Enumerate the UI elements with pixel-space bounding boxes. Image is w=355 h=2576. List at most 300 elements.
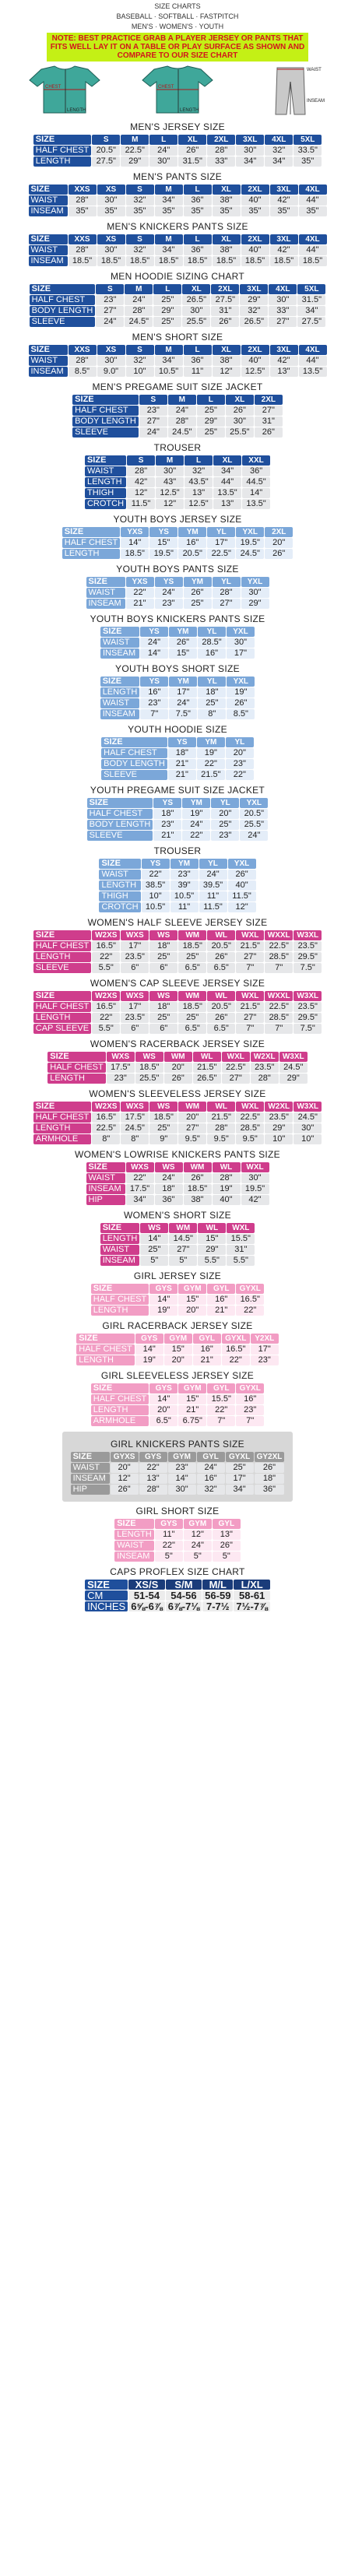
measurement-label: WAIST [100,638,139,648]
measurement-value: 35" [126,206,154,216]
measurement-value: 24" [139,427,167,438]
measurement-value: 26" [164,1074,192,1084]
measurement-value: 43.5" [185,477,213,487]
table-header-row [29,185,327,195]
size-column-header: WXS [107,1052,135,1062]
measurement-label: LENGTH [114,1530,154,1540]
measurement-label: WAIST [71,1463,110,1473]
measurement-value: 30" [293,1123,322,1133]
measurement-value: 26.5" [240,317,268,327]
size-column-header: WS [155,1162,183,1172]
section-men-s-pants-size [0,172,355,217]
measurement-value: 25" [211,820,239,830]
measurement-value: 27" [139,416,167,427]
measurement-value: 11.5" [199,902,227,912]
size-table [33,990,322,1035]
measurement-value: 16.5" [92,1002,120,1012]
measurement-value: 31.5" [297,295,325,305]
measurement-value: 26" [226,406,254,416]
measurement-value: 28" [139,1485,167,1495]
size-table [29,283,327,328]
table-header-row [29,234,327,244]
measurement-label: THIGH [99,891,140,901]
measurement-value: 25" [184,599,212,609]
measurement-label: HALF CHEST [91,1295,149,1305]
table-row [33,146,322,156]
measurement-value: 24.5" [125,317,153,327]
size-column-header: YXL [240,798,268,808]
size-table [100,626,255,659]
measurement-value: 29.5" [293,952,322,962]
table-row [101,748,254,758]
size-column-header: YL [213,577,241,587]
measurement-value: 32" [197,1485,225,1495]
size-column-header: WL [198,1223,226,1233]
measurement-value: 18.5" [135,1063,163,1073]
table-header-row [47,1052,307,1062]
table-row [33,941,322,951]
table-row [100,1256,255,1266]
measurement-value: 22" [182,831,210,841]
measurement-value: 22" [92,952,120,962]
measurement-value: 15.5" [207,1394,235,1404]
table-row [33,963,322,973]
measurement-value: 8" [198,709,226,719]
size-table [84,1579,271,1612]
measurement-value: 25" [140,1245,168,1255]
measurement-value: 13.5" [299,367,327,377]
measurement-value: 20" [178,1112,206,1123]
size-table [28,234,328,267]
measurement-label: WAIST [100,698,140,708]
size-table [98,858,256,913]
section-women-s-cap-sleeve-jersey-size [0,979,355,1035]
measurement-value: 15" [178,1394,206,1404]
measurement-value: 43" [156,477,184,487]
measurement-value: 21.5" [197,770,225,780]
measurement-value: 5.5" [198,1256,226,1266]
measurement-value: 28" [207,1123,235,1133]
size-table [33,930,322,974]
size-column-header: WXXL [265,991,293,1001]
measurement-value: 27" [236,1013,264,1023]
size-column-header: 2XL [241,234,269,244]
size-column-header: GYL [193,1334,221,1344]
measurement-value: 33" [207,156,235,167]
measurement-value: 33.5" [293,146,322,156]
measurement-value: 26" [178,146,206,156]
size-table [28,184,328,217]
size-label: SIZE [62,527,120,537]
measurement-value: 12.5" [156,488,184,498]
size-label: SIZE [30,284,96,294]
size-column-header: WXL [236,1102,264,1112]
measurement-value: 6.5" [149,1416,178,1426]
measurement-value: 21" [207,1306,235,1316]
measurement-value: 51-54 [128,1590,164,1601]
measurement-value: 42" [127,477,155,487]
measurement-value: 20" [164,1063,192,1073]
measurement-label: WAIST [99,870,140,880]
table-row [86,588,269,598]
gray-panel [62,1432,293,1502]
measurement-label: INSEAM [114,1552,154,1562]
measurement-value: 10" [293,1134,322,1144]
section-youth-boys-short-size [0,664,355,720]
size-table [90,1283,265,1316]
section-title: YOUTH PREGAME SUIT SIZE JACKET [90,785,265,796]
measurement-value: 25" [226,1463,254,1473]
measurement-value: 17" [121,941,149,951]
measurement-value: 29" [279,1074,308,1084]
measurement-value: 30" [226,416,254,427]
measurement-value: 34" [155,356,183,366]
size-label: SIZE [71,1452,110,1462]
table-header-row [91,1383,264,1393]
size-column-header: XXS [69,234,97,244]
measurement-value: 22" [126,1173,154,1183]
size-column-header: YXL [236,527,264,537]
measurement-value: 12" [228,902,256,912]
measurement-value: 28" [207,146,235,156]
size-column-header: WXL [241,1162,269,1172]
measurement-value: 13.5" [242,499,270,509]
measurement-value: 35" [155,206,183,216]
table-row [100,638,255,648]
measurement-value: 24" [155,588,183,598]
measurement-value: 11.5" [228,891,256,901]
measurement-value: 28" [125,306,153,316]
section-title: MEN HOODIE SIZING CHART [110,271,245,282]
measurement-value: 20" [111,1463,139,1473]
size-column-header: GYS [135,1334,163,1344]
size-column-header: WXS [121,1102,149,1112]
section-title: WOMEN'S HALF SLEEVE JERSEY SIZE [87,917,268,928]
measurement-value: 12" [127,488,155,498]
size-column-header: GYL [197,1452,225,1462]
measurement-value: 28.5" [265,952,293,962]
measurement-value: 20" [265,538,293,548]
measurement-value: 39" [170,880,199,891]
measurement-value: 18.5" [178,941,206,951]
measurement-value: 7" [236,1024,264,1034]
section-title: MEN'S PANTS SIZE [132,171,223,182]
measurement-value: 8.5" [227,709,255,719]
size-column-header: XL [213,185,241,195]
size-table [33,134,322,167]
measurement-label: LENGTH [62,549,120,559]
size-column-header: YXL [227,627,255,637]
size-column-header: GYS [149,1383,178,1393]
measurement-value: 27.5" [297,317,325,327]
measurement-value: 27" [169,1245,197,1255]
measurement-label: SLEEVE [33,963,91,973]
table-row [76,1344,278,1355]
measurement-value: 35" [293,156,322,167]
measurement-label: HALF CHEST [72,406,139,416]
header-line-1: SIZE CHARTS [154,2,201,10]
measurement-value: 7" [207,1416,235,1426]
measurement-label: INSEAM [29,256,68,266]
size-column-header: YM [169,627,197,637]
table-row [91,1394,264,1404]
measurement-value: 5" [155,1552,183,1562]
table-row [71,1463,285,1473]
measurement-value: 16" [236,1394,264,1404]
size-column-header: XXS [69,185,97,195]
measurement-value: 44" [299,195,327,206]
size-column-header: GYM [164,1334,192,1344]
measurement-value: 6.5" [207,963,235,973]
size-label: SIZE [29,234,68,244]
section-trouser [0,443,355,510]
size-column-header: WS [135,1052,163,1062]
table-row [101,770,254,780]
section-caps-proflex-size-chart [0,1567,355,1612]
measurement-value: 19.5" [149,549,178,559]
size-column-header: WXL [222,1052,250,1062]
measurement-value: 10.5" [155,367,183,377]
measurement-value: 9.0" [97,367,125,377]
measurement-value: 11.5" [127,499,155,509]
section-youth-boys-knickers-pants-size [0,614,355,659]
size-column-header: 4XL [299,185,327,195]
measurement-label: HALF CHEST [87,809,153,819]
measurement-label: HALF CHEST [62,538,120,548]
measurement-value: 6⅞-7⅛ [166,1601,202,1611]
measurement-value: 18.5" [126,256,154,266]
size-column-header: YXS [126,577,154,587]
measurement-value: 18.5" [121,549,149,559]
size-column-header: YS [140,677,168,687]
table-row [33,1013,322,1023]
measurement-value: 17" [169,687,197,698]
measurement-value: 21" [178,1405,206,1415]
section-youth-pregame-suit-size-jacket [0,785,355,842]
table-header-row [86,577,269,587]
measurement-value: 20" [226,748,254,758]
measurement-value: 23" [170,870,199,880]
measurement-value: 26" [255,427,283,438]
measurement-value: 29" [198,1245,226,1255]
table-row [86,1184,269,1194]
section-title: YOUTH BOYS KNICKERS PANTS SIZE [90,613,265,624]
size-label: SIZE [33,1102,91,1112]
measurement-value: 22" [236,1306,264,1316]
measurement-value: 6" [149,1024,178,1034]
measurement-value: 16.5" [92,1112,120,1123]
measurement-value: 34" [226,1485,254,1495]
measurement-value: 23" [211,831,239,841]
measurement-value: 31" [255,416,283,427]
size-table [84,455,271,510]
size-column-header: S [92,135,120,145]
section-girl-short-size [0,1506,355,1562]
measurement-label: BODY LENGTH [72,416,139,427]
size-column-header: W2XS [92,1102,120,1112]
measurement-value: 9.5" [236,1134,264,1144]
size-column-header: 3XL [240,284,268,294]
measurement-value: 35" [270,206,298,216]
table-row [29,356,327,366]
measurement-label: LENGTH [76,1355,134,1365]
table-row [91,1295,264,1305]
measurement-value: 23" [155,599,183,609]
measurement-value: 24" [184,1541,212,1551]
measurement-value: 44.5" [242,477,270,487]
measurement-value: 33" [269,306,297,316]
measurement-value: 36" [184,356,212,366]
measurement-value: 11" [199,891,227,901]
section-trouser [0,846,355,913]
measurement-value: 18.5" [178,1002,206,1012]
figure-label-waist: WAIST [307,68,322,72]
size-column-header: YL [211,798,239,808]
size-column-header: 2XL [207,135,235,145]
measurement-value: 20.5" [178,549,206,559]
size-table [28,344,328,378]
section-title: GIRL KNICKERS PANTS SIZE [111,1439,244,1450]
size-column-header: GYS [149,1284,178,1294]
measurement-value: 35" [213,206,241,216]
measurement-value: 25.5" [135,1074,163,1084]
measurement-value: 17.5" [126,1184,154,1194]
measurement-value: 15" [169,648,197,659]
size-column-header: WL [207,991,235,1001]
measurement-value: 7.5" [293,1024,322,1034]
measurement-value: 19" [135,1355,163,1365]
measurement-value: 28" [69,245,97,255]
garment-illustrations [8,63,347,118]
measurement-label: HALF CHEST [33,146,91,156]
measurement-label: CAP SLEEVE [33,1024,91,1034]
table-header-row [114,1519,241,1529]
measurement-value: 27.5" [211,295,239,305]
measurement-value: 29" [241,599,269,609]
measurement-value: 13" [139,1474,167,1484]
size-column-header: GYXS [111,1452,139,1462]
best-practice-note: NOTE: BEST PRACTICE GRAB A PLAYER JERSEY OR PANTS THAT FITS WELL LAY IT ON A TABLE OR PLAY SURFACE AS SHOWN AND COMPARE TO OUR SIZE CHART [47,33,308,62]
measurement-label: SLEEVE [30,317,96,327]
jersey-back-illustration [135,63,220,118]
size-column-header: Y2XL [251,1334,279,1344]
section-title: GIRL RACERBACK JERSEY SIZE [102,1320,253,1331]
size-column-header: WXXL [265,930,293,940]
measurement-value: 28" [69,356,97,366]
measurement-value: 18.5" [270,256,298,266]
section-women-s-sleeveless-jersey-size [0,1089,355,1145]
table-row [114,1541,241,1551]
size-column-header: XL [178,135,206,145]
measurement-value: 16" [193,1344,221,1355]
measurement-label: LENGTH [91,1306,149,1316]
measurement-value: 24" [199,870,227,880]
section-women-s-racerback-jersey-size [0,1039,355,1084]
measurement-value: 54-56 [166,1590,202,1601]
measurement-label: SLEEVE [72,427,139,438]
measurement-value: 23" [139,406,167,416]
measurement-value: 35" [69,206,97,216]
measurement-value: 26" [207,1013,235,1023]
measurement-label: CROTCH [85,499,126,509]
measurement-value: 10" [126,367,154,377]
size-column-header: GY2XL [255,1452,285,1462]
section-title: TROUSER [153,442,202,453]
table-row [33,1024,322,1034]
measurement-value: 23" [96,295,124,305]
size-column-header: M [156,455,184,466]
table-row [86,599,269,609]
measurement-value: 12" [184,1530,212,1540]
measurement-value: 28" [127,466,155,476]
size-column-header: XS [97,234,125,244]
table-row [91,1405,264,1415]
table-row [30,295,326,305]
size-table [100,676,256,720]
section-men-s-knickers-pants-size [0,222,355,267]
measurement-value: 25" [149,1013,178,1023]
measurement-value: 21" [126,599,154,609]
table-row [114,1552,241,1562]
measurement-label: THIGH [85,488,126,498]
measurement-value: 18.5" [299,256,327,266]
measurement-value: 24.5" [121,1123,149,1133]
measurement-value: 34" [126,1195,154,1205]
size-label: SIZE [76,1334,134,1344]
size-column-header: YL [198,627,226,637]
table-row [85,499,270,509]
table-row [100,687,255,698]
measurement-value: 40" [241,245,269,255]
table-row [33,1112,322,1123]
measurement-value: 36" [155,1195,183,1205]
measurement-value: 42" [270,245,298,255]
measurement-value: 15" [149,538,178,548]
measurement-value: 32" [126,195,154,206]
measurement-label: HALF CHEST [33,1112,91,1123]
measurement-value: 21.5" [193,1063,221,1073]
size-column-header: GYXL [236,1284,264,1294]
header [0,0,355,62]
size-column-header: GYS [139,1452,167,1462]
measurement-value: 22.5" [92,1123,120,1133]
measurement-value: 21.5" [207,1112,235,1123]
jersey-back-icon [135,63,220,118]
table-row [29,256,327,266]
measurement-value: 38" [213,245,241,255]
size-column-header: XXS [69,345,97,355]
measurement-value: 18" [153,809,181,819]
header-line-2: BASEBALL · SOFTBALL · FASTPITCH [116,12,239,20]
measurement-value: 8" [92,1134,120,1144]
measurement-value: 24.5" [236,549,264,559]
measurement-value: 20" [149,1405,178,1415]
measurement-value: 27" [255,406,283,416]
measurement-value: 19" [197,748,225,758]
measurement-value: 22.5" [207,549,235,559]
measurement-value: 27" [269,317,297,327]
size-column-header: 5XL [293,135,322,145]
measurement-value: 24.5" [168,427,196,438]
section-title: TROUSER [153,845,202,856]
section-title: WOMEN'S CAP SLEEVE JERSEY SIZE [90,978,265,989]
measurement-label: INSEAM [100,709,140,719]
measurement-value: 18" [149,941,178,951]
measurement-value: 22" [92,1013,120,1023]
section-youth-boys-pants-size [0,564,355,610]
section-title: CAPS PROFLEX SIZE CHART [110,1566,245,1577]
measurement-value: 16.5" [92,941,120,951]
